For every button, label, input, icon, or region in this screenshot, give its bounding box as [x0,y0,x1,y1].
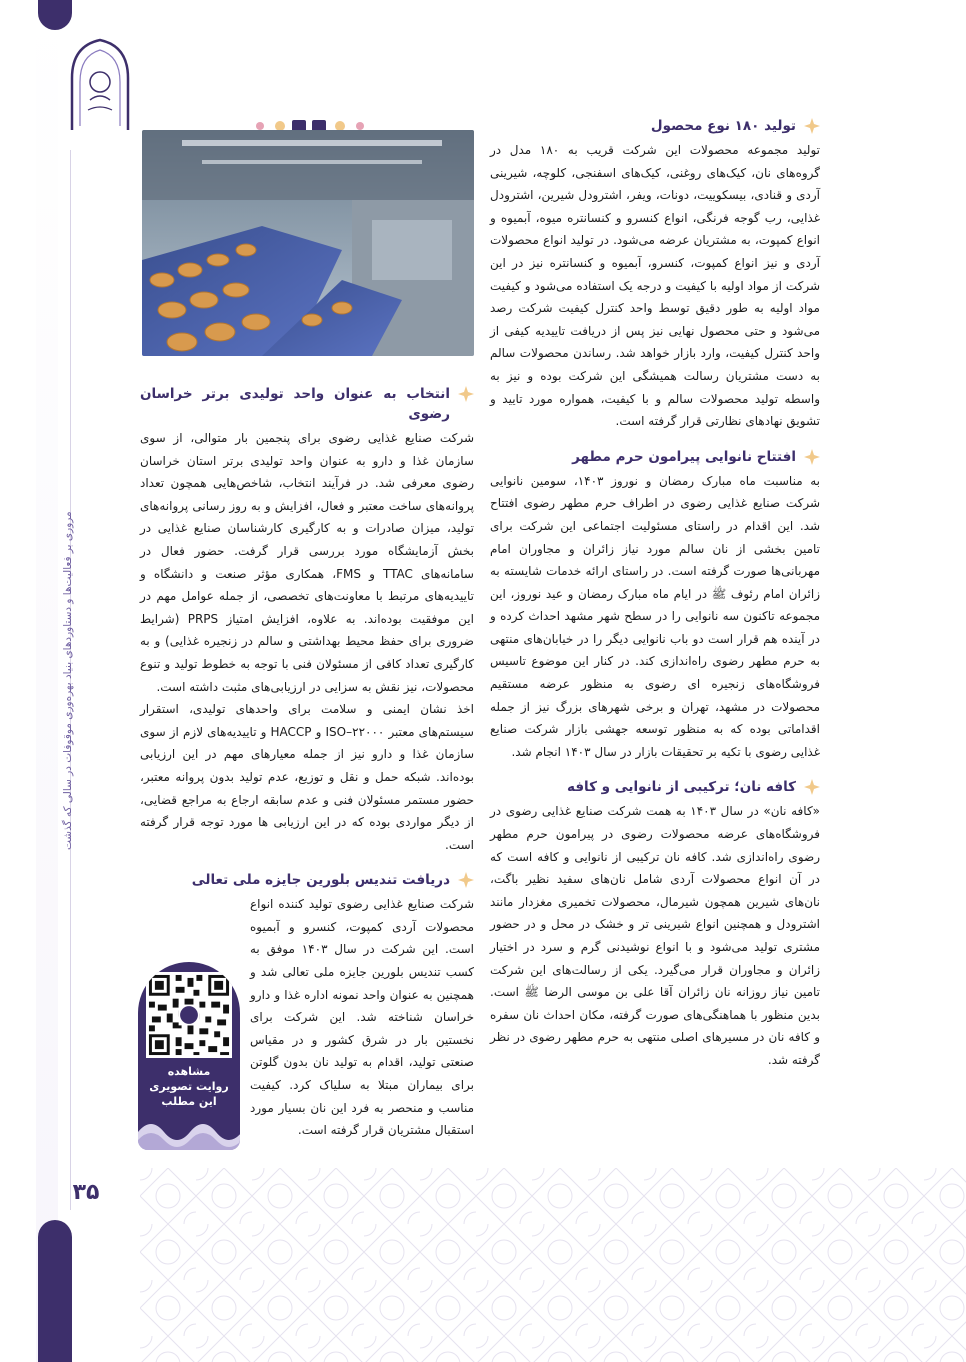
qr-code-icon[interactable] [146,972,232,1058]
side-caption: مروری بر فعالیت‌ها و دستاوردهای بنیاد بهره‌وری موقوفات در سالی که گذشت [62,511,74,850]
section-title [140,384,474,424]
sidebar-arch-top [38,0,72,30]
bullet-icon [458,872,474,888]
section-title-text: افتتاح نانوایی پیرامون حرم مطهر [572,448,796,465]
section-body: شرکت صنایع غذایی رضوی تولید کننده انواع محصولات آردی کمپوت، کنسرو و آبمیوه است. این شرکت در سال ۱۴۰۳ موفق به کسب تندیس بلورین جایزه ملی تعالی شد و همچنین به عنوان واحد نمونه اداره غذا و دارو خراسان شناخته شد. این شرکت برای نخستین بار در شرق کشور و در مقیاس صنعتی تولید، اقدام به تولید نان بدون گلوتن برای بیماران مبتلا به سلیاک کرد. کیفیت مناسب و منحصر به فرد این نان بسیار مورد استقبال مشتریان قرار گرفته است. [250,897,475,1138]
page-number: ۳۵ [72,1180,100,1205]
section-title-text: دریافت تندیس بلورین جایزه ملی تعالی [191,872,450,889]
qr-label [138,1064,240,1109]
left-sidebar [0,0,58,1362]
magazine-logo-icon [64,38,136,130]
qr-label-line: این مطلب [161,1095,217,1108]
section-title-text: کافه نان؛ ترکیبی از نانوایی و کافه [567,779,796,796]
section-top-producer [140,384,474,856]
section-title [490,777,820,797]
section-title-text: انتخاب به عنوان واحد تولیدی برتر خراسان رضوی [140,386,450,422]
factory-photo [142,130,474,356]
section-title-text: تولید ۱۸۰ نوع محصول [650,118,796,134]
section-body: «کافه نان» در سال ۱۴۰۳ به همت شرکت صنایع غذایی رضوی در فروشگاه‌های عرضه محصولات رضوی در پیرامون حرم مطهر رضوی راه‌اندازی شد. کافه نان ترکیبی از نانوایی و کافه است که در آن انواع محصولات آردی شامل نان‌های سفید نظیر باگت، نان‌های شیرین همچون شیرمال، محصولات تخمیری مغزدار مانند اشترودل و همچنین انواع شیرینی تر و خشک در محل و در حضور مشتری تولید می‌شود و با انواع نوشیدنی گرم و سرد در اختیار زائران و مجاوران قرار می‌گیرد. یکی از رسالت‌های این شرکت تامین نیاز روزانه نان زائران آقا علی بن موسی الرضا ﷺ است. بدین منظور با هماهنگی‌های صورت گرفته، مکان احداث نان سفره و کافه نان در مسیرهای اصلی منتهی به حرم مطهر رضوی در نظر گرفته شد. [490,804,820,1067]
bullet-icon [804,779,820,795]
qr-label-line: روایت تصویری [149,1080,229,1093]
sidebar-strip [36,0,58,1362]
section-cafe-naan [490,777,820,1071]
section-body: به مناسبت ماه مبارک رمضان و نوروز ۱۴۰۳، سومین نانوایی شرکت صنایع غذایی رضوی در اطراف حرم مطهر رضوی افتتاح شد. این اقدام در راستای مسئولیت اجتماعی این شرکت برای تامین بخشی از نان سالم مورد نیاز زائران و مجاوران امام مهربانی‌ها صورت گرفته است. در راستای ارائه خدمات شایسته به زائران امام رئوف ﷺ در ایام ماه مبارک رمضان و عید نوروز، این مجموعه تاکنون سه نانوایی را در سطح شهر مشهد احداث کرده و در آینده هم قرار است دو باب نانوایی دیگر را در خیابان‌های منتهی به حرم مطهر رضوی راه‌اندازی کند. در کنار این موضوع تاسیس فروشگاه‌های زنجیره ای رضوی به منظور عرضه مستقیم محصولات در مشهد، تهران و برخی شهرهای بزرگ نیز از جمله اقداماتی بوده که به منظور توسعه جهشی بازار شرکت صنایع غذایی رضوی با تکیه بر تحقیقات بازار در سال ۱۴۰۳ انجام شد. [490,473,820,759]
bullet-icon [458,386,474,402]
section-production [490,116,820,433]
bottom-pattern [140,1168,966,1362]
qr-card-ornament [138,1112,240,1150]
bullet-icon [804,118,820,134]
bullet-icon [804,449,820,465]
sidebar-arch [38,1220,72,1362]
section-title [140,870,474,890]
section-body: تولید مجموعه محصولات این شرکت قریب به ۱۸۰ مدل در گروه‌های نان، کیک‌های روغنی، کیک‌های اسفنجی، کلوچه، شیرینی آردی و قنادی، بیسکوییت، دونات، ویفر، اشترودل شیرین، اشترودل غذایی، رب گوجه فرنگی، انواع کنسرو و کنسانتره میوه، آبمیوه و انواع کمپوت، به مشتریان عرضه می‌شود. در تولید انواع محصولات آردی و نیز انواع کمپوت، کنسرو، آبمیوه و کنسانتره نیز در این شرکت از مواد اولیه با کیفیت و درجه یک استفاده می‌شود و کیفیت مواد اولیه به طور دقیق توسط واحد کنترل کیفیت شرکت رصد می‌شود و حتی محصول نهایی نیز پس از دریافت تاییدیه کیفی از واحد کنترل کیفیت، وارد بازار خواهد شد. رساندن محصولات سالم به دست مشتریان رسالت همیشگی این شرکت بوده و نیز به واسطه تولید محصولات سالم و با کیفیت، همواره مورد تایید و تشویق نهادهای نظارتی قرار گرفته است. [490,143,821,429]
qr-card[interactable] [138,962,240,1150]
section-paragraph: شرکت صنایع غذایی رضوی برای پنجمین بار متوالی، از سوی سازمان غذا و دارو به عنوان واحد تولیدی برتر استان خراسان رضوی معرفی شد. در فرآیند انتخاب، شاخص‌هایی همچون تعداد پروانه‌های ساخت معتبر و فعال، افزایش و به روز رسانی پروانه‌های تولید، میزان صادرات و به کارگیری کارشناسان صنایع غذایی در بخش آزمایشگاه مورد بررسی قرار گرفت. حضور فعال در سامانه‌های TTAC و FMS، همکاری مؤثر صنعت و دانشگاه و تاییدیه‌های مرتبط با معاونت‌های تخصصی، از جمله عوامل مهم در این موفقیت بوده‌اند. به علاوه، افزایش امتیاز PRPS (شرایط ضروری برای حفظ محیط بهداشتی و سالم در زنجیره غذایی) و به کارگیری تعداد کافی از مسئولان فنی با توجه به خطوط تولید و تنوع محصولات، نیز نقش به سزایی در ارزیابی‌های مثبت داشته است. [140,431,474,694]
qr-label-line: مشاهده [167,1065,211,1078]
section-title [490,116,820,136]
section-paragraph: اخذ نشان ایمنی و سلامت برای واحدهای تولیدی، استقرار سیستم‌های معتبر ISO–۲۲۰۰۰ و HACCP و تاییدیه‌های لازم از سوی سازمان غذا و دارو نیز از جمله معیارهای مهم در این ارزیابی بوده‌اند. شبکه حمل و نقل و توزیع، عدم تولید بدون پروانه معتبر، حضور مستمر مسئولان فنی و عدم سابقه ارجاع به مراجع قضایی، از دیگر مواردی بوده که در این ارزیابی ها مورد توجه قرار گرفته است. [140,702,474,852]
section-bakery-opening [490,447,820,764]
section-title [490,447,820,467]
right-column [490,116,820,1086]
